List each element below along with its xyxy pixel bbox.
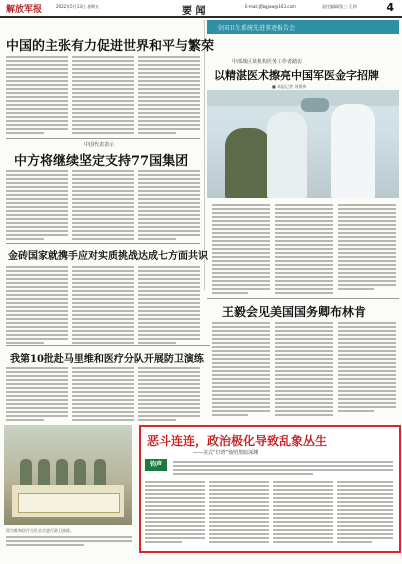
article-body-text [145,481,205,545]
article-body-text [138,266,200,346]
commentary-subtitle: ——美式“灯塔”烛照黑暗深渊 [193,450,259,456]
headline-world-peace: 中国的主张有力促进世界和平与繁荣 [6,39,215,54]
article-body-text [275,204,333,296]
article-body-text [138,170,200,242]
caption-text [6,536,132,548]
headline-military-doctors: 以精湛医术擦亮中国军医金字招牌 [214,69,379,82]
article-body-text [338,322,396,414]
commentary-title: 恶斗连连，政治极化导致乱象丛生 [147,434,328,448]
article-body-text [337,481,393,545]
article-body-text [6,170,68,242]
section-title: 要 闻 [182,6,206,17]
article-body-text [275,322,333,418]
highlighted-commentary[interactable] [139,425,401,553]
article-body-text [6,266,68,346]
column-tag: 钧声 [145,459,167,471]
headline-g77: 中方将继续坚定支持77国集团 [14,154,189,169]
topic-banner [207,20,399,34]
article-body-text [138,56,200,136]
headline-wang-yi-blinken: 王毅会见美国国务卿布林肯 [222,305,367,319]
byline: ■ 本报记者 刘建伟 [272,84,307,89]
page-number: 4 [386,1,394,14]
photo-medical-exam [207,90,399,198]
headline-brics: 金砖国家就携手应对实质挑战达成七方面共识 [8,251,208,262]
headline-mali-peacekeeping: 我第10批赴马里维和医疗分队开展防卫演练 [10,354,204,365]
section-rule [6,138,200,139]
article-body-text [72,170,134,242]
article-body-text [6,56,68,136]
article-body-text [72,56,134,136]
editor-credit: 责任编辑/张三 王四 [322,4,357,9]
photo-peacekeeping-drill [4,425,132,525]
issue-date: 2022年5月13日 星期五 [56,4,100,9]
kicker-g77: 中国代表表示 [84,142,115,148]
article-body-text [209,481,269,545]
section-rule [6,243,200,244]
section-rule [207,298,399,299]
article-body-text [212,322,270,418]
newspaper-logo: 解放军报 [6,5,43,15]
article-body-text [273,481,333,545]
article-body-text [138,367,200,423]
masthead [0,0,402,18]
contact-email: E-mail:jfjbgjxw@163.com [245,4,296,9]
article-body-text [338,204,396,292]
article-body-text [6,367,68,423]
topic-banner-text: 全国卫生系统先进事迹报告会 [217,25,296,32]
section-rule [6,345,210,346]
kicker-medical: 中部战区某机构医务工作者踏访 [232,59,303,65]
article-body-text [72,266,134,346]
photo-caption: 图为维和医疗分队官兵进行防卫演练。 [6,528,74,533]
article-body-text [72,367,134,423]
article-body-text [212,204,270,296]
